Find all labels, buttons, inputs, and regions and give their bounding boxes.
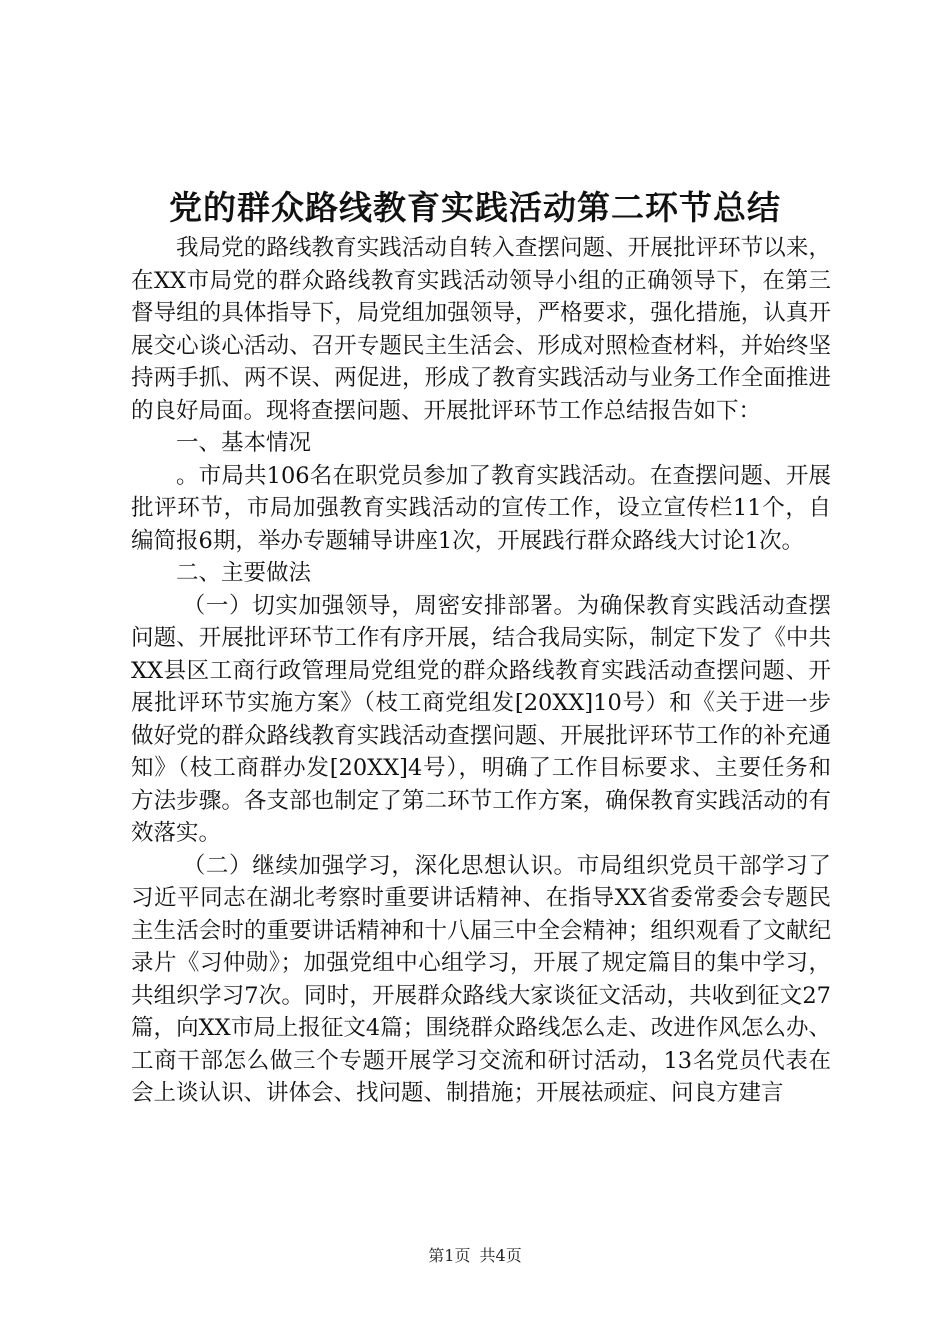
page-footer	[0, 1243, 950, 1266]
document-title: 党的群众路线教育实践活动第二环节总结	[169, 188, 781, 227]
page-number: 第1页	[428, 1246, 471, 1265]
method-one-paragraph: （一）切实加强领导，周密安排部署。为确保教育实践活动查摆问题、开展批评环节工作有序开展，结合我局实际，制定下发了《中共XX县区工商行政管理局党组党的群众路线教育实践活动查摆问题、开展批评环节实施方案》（枝工商党组发[20XX]10号）和《关于进一步做好党的群众路线教育实践活动查摆问题、开展批评环节工作的补充通知》（枝工商群办发[20XX]4号），明确了工作目标要求、主要任务和方法步骤。各支部也制定了第二环节工作方案，确保教育实践活动的有效落实。	[131, 592, 831, 846]
basic-situation-paragraph: 。市局共106名在职党员参加了教育实践活动。在查摆问题、开展批评环节，市局加强教育实践活动的宣传工作，设立宣传栏11个，自编简报6期，举办专题辅导讲座1次，开展践行群众路线大讨论1次。	[131, 462, 831, 554]
page-total: 共4页	[479, 1246, 522, 1265]
method-two-paragraph: （二）继续加强学习，深化思想认识。市局组织党员干部学习了习近平同志在湖北考察时重要讲话精神、在指导XX省委常委会专题民主生活会时的重要讲话精神和十八届三中全会精神；组织观看了文献纪录片《习仲勋》；加强党组中心组学习，开展了规定篇目的集中学习，共组织学习7次。同时，开展群众路线大家谈征文活动，共收到征文27篇，向XX市局上报征文4篇；围绕群众路线怎么走、改进作风怎么办、工商干部怎么做三个专题开展学习交流和研讨活动，13名党员代表在会上谈认识、讲体会、找问题、制措施；开展祛顽症、问良方建言	[131, 852, 831, 1106]
document-body	[131, 232, 831, 1110]
section-heading-methods: 二、主要做法	[176, 560, 312, 586]
intro-paragraph: 我局党的路线教育实践活动自转入查摆问题、开展批评环节以来，在XX市局党的群众路线教育实践活动领导小组的正确领导下，在第三督导组的具体指导下，局党组加强领导，严格要求，强化措施，认真开展交心谈心活动、召开专题民主生活会、形成对照检查材料，并始终坚持两手抓、两不误、两促进，形成了教育实践活动与业务工作全面推进的良好局面。现将查摆问题、开展批评环节工作总结报告如下：	[131, 235, 831, 424]
section-heading-basic: 一、基本情况	[176, 430, 312, 456]
